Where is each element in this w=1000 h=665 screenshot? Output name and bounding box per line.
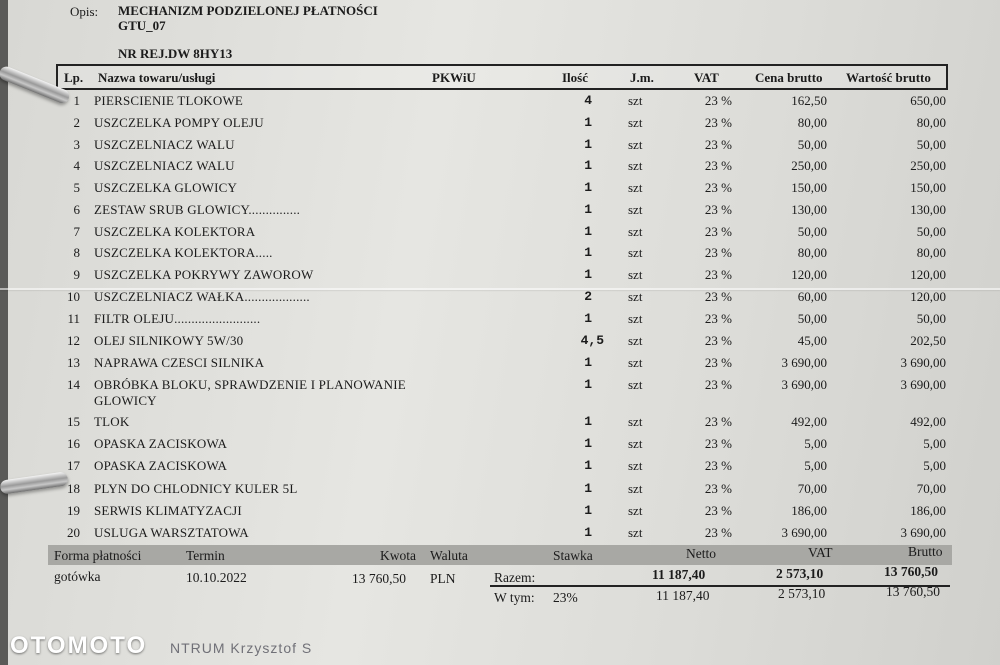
row-vat: 23 % xyxy=(704,115,732,130)
row-name: USZCZELKA GLOWICY xyxy=(94,180,238,195)
row-jm: szt xyxy=(628,481,643,496)
row-price: 3 690,00 xyxy=(781,377,827,392)
row-vat: 23 % xyxy=(704,481,732,496)
row-name-continued: GLOWICY xyxy=(94,393,157,408)
row-qty: 1 xyxy=(584,245,592,260)
gross-label: Brutto xyxy=(908,544,943,559)
payment-method-value: gotówka xyxy=(54,569,101,584)
row-price: 492,00 xyxy=(791,414,827,429)
row-vat: 23 % xyxy=(704,137,732,152)
row-jm: szt xyxy=(628,333,643,348)
row-jm: szt xyxy=(628,180,643,195)
row-price: 162,50 xyxy=(791,93,827,108)
row-price: 70,00 xyxy=(797,481,827,496)
row-total: 120,00 xyxy=(910,289,946,304)
row-name: USZCZELKA KOLEKTORA xyxy=(94,224,256,239)
table-row xyxy=(0,245,1000,265)
col-price: Cena brutto xyxy=(755,70,823,85)
table-row xyxy=(0,93,1000,113)
row-qty: 1 xyxy=(584,503,592,518)
row-price: 186,00 xyxy=(791,503,827,518)
total-gross: 13 760,50 xyxy=(884,564,938,579)
row-qty: 1 xyxy=(584,458,592,473)
row-qty: 1 xyxy=(584,202,592,217)
payment-method-label: Forma płatności xyxy=(54,548,142,563)
row-total: 80,00 xyxy=(916,245,946,260)
opis-line2: GTU_07 xyxy=(118,18,166,33)
row-vat: 23 % xyxy=(704,245,732,260)
row-vat: 23 % xyxy=(704,158,732,173)
row-jm: szt xyxy=(628,289,643,304)
row-total: 120,00 xyxy=(910,267,946,282)
row-vat: 23 % xyxy=(704,503,732,518)
row-qty: 1 xyxy=(584,355,592,370)
row-vat: 23 % xyxy=(704,333,732,348)
amount-value: 13 760,50 xyxy=(352,571,406,586)
table-row xyxy=(0,481,1000,501)
row-qty: 4 xyxy=(584,93,592,108)
col-qty: Ilość xyxy=(562,70,588,85)
including-rate: 23% xyxy=(553,590,578,605)
row-lp: 10 xyxy=(67,289,80,304)
row-lp: 4 xyxy=(73,158,80,173)
row-total: 3 690,00 xyxy=(900,525,946,540)
row-name: USZCZELKA POMPY OLEJU xyxy=(94,115,264,130)
total-net: 11 187,40 xyxy=(652,567,706,582)
row-name: USLUGA WARSZTATOWA xyxy=(94,525,249,540)
row-name: USZCZELNIACZ WALU xyxy=(94,137,235,152)
row-qty: 1 xyxy=(584,115,592,130)
row-lp: 20 xyxy=(67,525,80,540)
row-name: USZCZELNIACZ WALU xyxy=(94,158,235,173)
due-date-label: Termin xyxy=(186,548,225,563)
row-total: 3 690,00 xyxy=(900,355,946,370)
row-lp: 3 xyxy=(73,137,80,152)
table-row xyxy=(0,180,1000,200)
row-name: USZCZELKA POKRYWY ZAWOROW xyxy=(94,267,314,282)
row-total: 70,00 xyxy=(916,481,946,496)
currency-value: PLN xyxy=(430,571,456,586)
row-lp: 9 xyxy=(73,267,80,282)
row-jm: szt xyxy=(628,267,643,282)
row-price: 150,00 xyxy=(791,180,827,195)
row-name: PLYN DO CHLODNICY KULER 5L xyxy=(94,481,298,496)
row-total: 250,00 xyxy=(910,158,946,173)
including-gross: 13 760,50 xyxy=(886,584,940,599)
row-jm: szt xyxy=(628,93,643,108)
row-qty: 1 xyxy=(584,481,592,496)
row-jm: szt xyxy=(628,525,643,540)
row-total: 5,00 xyxy=(923,458,946,473)
row-lp: 16 xyxy=(67,436,80,451)
row-lp: 12 xyxy=(67,333,80,348)
row-qty: 1 xyxy=(584,267,592,282)
total-label: Razem: xyxy=(494,570,536,585)
row-lp: 13 xyxy=(67,355,80,370)
row-qty: 1 xyxy=(584,436,592,451)
table-row xyxy=(0,224,1000,244)
row-lp: 18 xyxy=(67,481,80,496)
table-row xyxy=(0,436,1000,456)
including-label: W tym: xyxy=(494,590,535,605)
row-jm: szt xyxy=(628,137,643,152)
row-vat: 23 % xyxy=(704,414,732,429)
row-jm: szt xyxy=(628,414,643,429)
col-vat: VAT xyxy=(694,70,719,85)
col-pkwiu: PKWiU xyxy=(432,70,476,85)
row-lp: 2 xyxy=(73,115,80,130)
row-name: ZESTAW SRUB GLOWICY............... xyxy=(94,202,301,217)
row-qty: 1 xyxy=(584,377,592,392)
row-vat: 23 % xyxy=(704,525,732,540)
row-vat: 23 % xyxy=(704,93,732,108)
row-lp: 19 xyxy=(67,503,80,518)
table-row xyxy=(0,202,1000,222)
table-row xyxy=(0,458,1000,478)
row-vat: 23 % xyxy=(704,289,732,304)
row-qty: 1 xyxy=(584,311,592,326)
row-total: 50,00 xyxy=(916,224,946,239)
col-jm: J.m. xyxy=(630,70,654,85)
row-lp: 6 xyxy=(73,202,80,217)
row-price: 80,00 xyxy=(797,245,827,260)
row-price: 45,00 xyxy=(797,333,827,348)
row-price: 5,00 xyxy=(804,436,827,451)
row-vat: 23 % xyxy=(704,224,732,239)
table-row xyxy=(0,333,1000,353)
row-total: 150,00 xyxy=(910,180,946,195)
row-qty: 2 xyxy=(584,289,592,304)
row-lp: 7 xyxy=(73,224,80,239)
row-price: 80,00 xyxy=(797,115,827,130)
row-lp: 11 xyxy=(67,311,80,326)
row-lp: 1 xyxy=(73,93,80,108)
row-lp: 5 xyxy=(73,180,80,195)
total-underline xyxy=(490,585,950,587)
row-price: 3 690,00 xyxy=(781,525,827,540)
row-name: NAPRAWA CZESCI SILNIKA xyxy=(94,355,265,370)
row-vat: 23 % xyxy=(704,355,732,370)
opis-label: Opis: xyxy=(70,4,99,19)
row-vat: 23 % xyxy=(704,436,732,451)
row-total: 186,00 xyxy=(910,503,946,518)
col-name: Nazwa towaru/usługi xyxy=(98,70,216,85)
including-net: 11 187,40 xyxy=(656,588,710,603)
net-label: Netto xyxy=(686,546,716,561)
opis-line1: MECHANIZM PODZIELONEJ PŁATNOŚCI xyxy=(118,3,378,18)
row-price: 120,00 xyxy=(791,267,827,282)
row-qty: 1 xyxy=(584,224,592,239)
row-total: 80,00 xyxy=(916,115,946,130)
row-price: 60,00 xyxy=(797,289,827,304)
row-jm: szt xyxy=(628,202,643,217)
registration-number: NR REJ.DW 8HY13 xyxy=(118,46,233,61)
row-vat: 23 % xyxy=(704,311,732,326)
row-price: 130,00 xyxy=(791,202,827,217)
row-jm: szt xyxy=(628,115,643,130)
table-row xyxy=(0,525,1000,545)
row-price: 50,00 xyxy=(797,137,827,152)
company-stamp: NTRUM Krzysztof S xyxy=(170,640,313,656)
row-price: 50,00 xyxy=(797,224,827,239)
col-lp: Lp. xyxy=(64,70,84,85)
row-lp: 14 xyxy=(67,377,80,392)
row-price: 50,00 xyxy=(797,311,827,326)
table-row xyxy=(0,115,1000,135)
table-row xyxy=(0,158,1000,178)
row-jm: szt xyxy=(628,458,643,473)
row-price: 5,00 xyxy=(804,458,827,473)
table-row xyxy=(0,289,1000,309)
due-date-value: 10.10.2022 xyxy=(186,570,247,585)
row-qty: 1 xyxy=(584,137,592,152)
row-name: SERWIS KLIMATYZACJI xyxy=(94,503,242,518)
row-total: 5,00 xyxy=(923,436,946,451)
row-qty: 1 xyxy=(584,180,592,195)
row-jm: szt xyxy=(628,436,643,451)
row-lp: 15 xyxy=(67,414,80,429)
amount-label: Kwota xyxy=(380,548,416,563)
table-row xyxy=(0,377,1000,411)
otomoto-watermark: OTOMOTO xyxy=(10,632,148,659)
row-qty: 1 xyxy=(584,158,592,173)
row-jm: szt xyxy=(628,503,643,518)
row-name: OPASKA ZACISKOWA xyxy=(94,436,228,451)
row-vat: 23 % xyxy=(704,458,732,473)
currency-label: Waluta xyxy=(430,548,468,563)
row-total: 202,50 xyxy=(910,333,946,348)
row-qty: 1 xyxy=(584,414,592,429)
row-jm: szt xyxy=(628,224,643,239)
row-name: TLOK xyxy=(94,414,130,429)
row-vat: 23 % xyxy=(704,180,732,195)
total-vat: 2 573,10 xyxy=(776,566,824,581)
row-lp: 17 xyxy=(67,458,80,473)
row-name: PIERSCIENIE TLOKOWE xyxy=(94,93,244,108)
row-jm: szt xyxy=(628,355,643,370)
row-name: USZCZELNIACZ WAŁKA................... xyxy=(94,289,310,304)
row-total: 492,00 xyxy=(910,414,946,429)
row-price: 250,00 xyxy=(791,158,827,173)
table-row xyxy=(0,355,1000,375)
table-row xyxy=(0,267,1000,287)
row-name: USZCZELKA KOLEKTORA..... xyxy=(94,245,273,260)
row-name: OLEJ SILNIKOWY 5W/30 xyxy=(94,333,244,348)
row-vat: 23 % xyxy=(704,267,732,282)
table-row xyxy=(0,503,1000,523)
row-vat: 23 % xyxy=(704,202,732,217)
row-price: 3 690,00 xyxy=(781,355,827,370)
row-total: 130,00 xyxy=(910,202,946,217)
table-row xyxy=(0,414,1000,434)
row-jm: szt xyxy=(628,158,643,173)
row-name: OPASKA ZACISKOWA xyxy=(94,458,228,473)
row-name: OBRÓBKA BLOKU, SPRAWDZENIE I PLANOWANIE xyxy=(94,377,406,392)
col-total: Wartość brutto xyxy=(846,70,931,85)
row-total: 650,00 xyxy=(910,93,946,108)
including-vat: 2 573,10 xyxy=(778,586,826,601)
table-row xyxy=(0,137,1000,157)
row-jm: szt xyxy=(628,245,643,260)
row-lp: 8 xyxy=(73,245,80,260)
row-jm: szt xyxy=(628,311,643,326)
row-name: FILTR OLEJU......................... xyxy=(94,311,261,326)
row-qty: 4,5 xyxy=(580,333,604,348)
table-row xyxy=(0,311,1000,331)
row-total: 50,00 xyxy=(916,311,946,326)
vat-label: VAT xyxy=(808,545,833,560)
row-jm: szt xyxy=(628,377,643,392)
row-total: 50,00 xyxy=(916,137,946,152)
row-total: 3 690,00 xyxy=(900,377,946,392)
row-vat: 23 % xyxy=(704,377,732,392)
rate-label: Stawka xyxy=(553,548,593,563)
row-qty: 1 xyxy=(584,525,592,540)
